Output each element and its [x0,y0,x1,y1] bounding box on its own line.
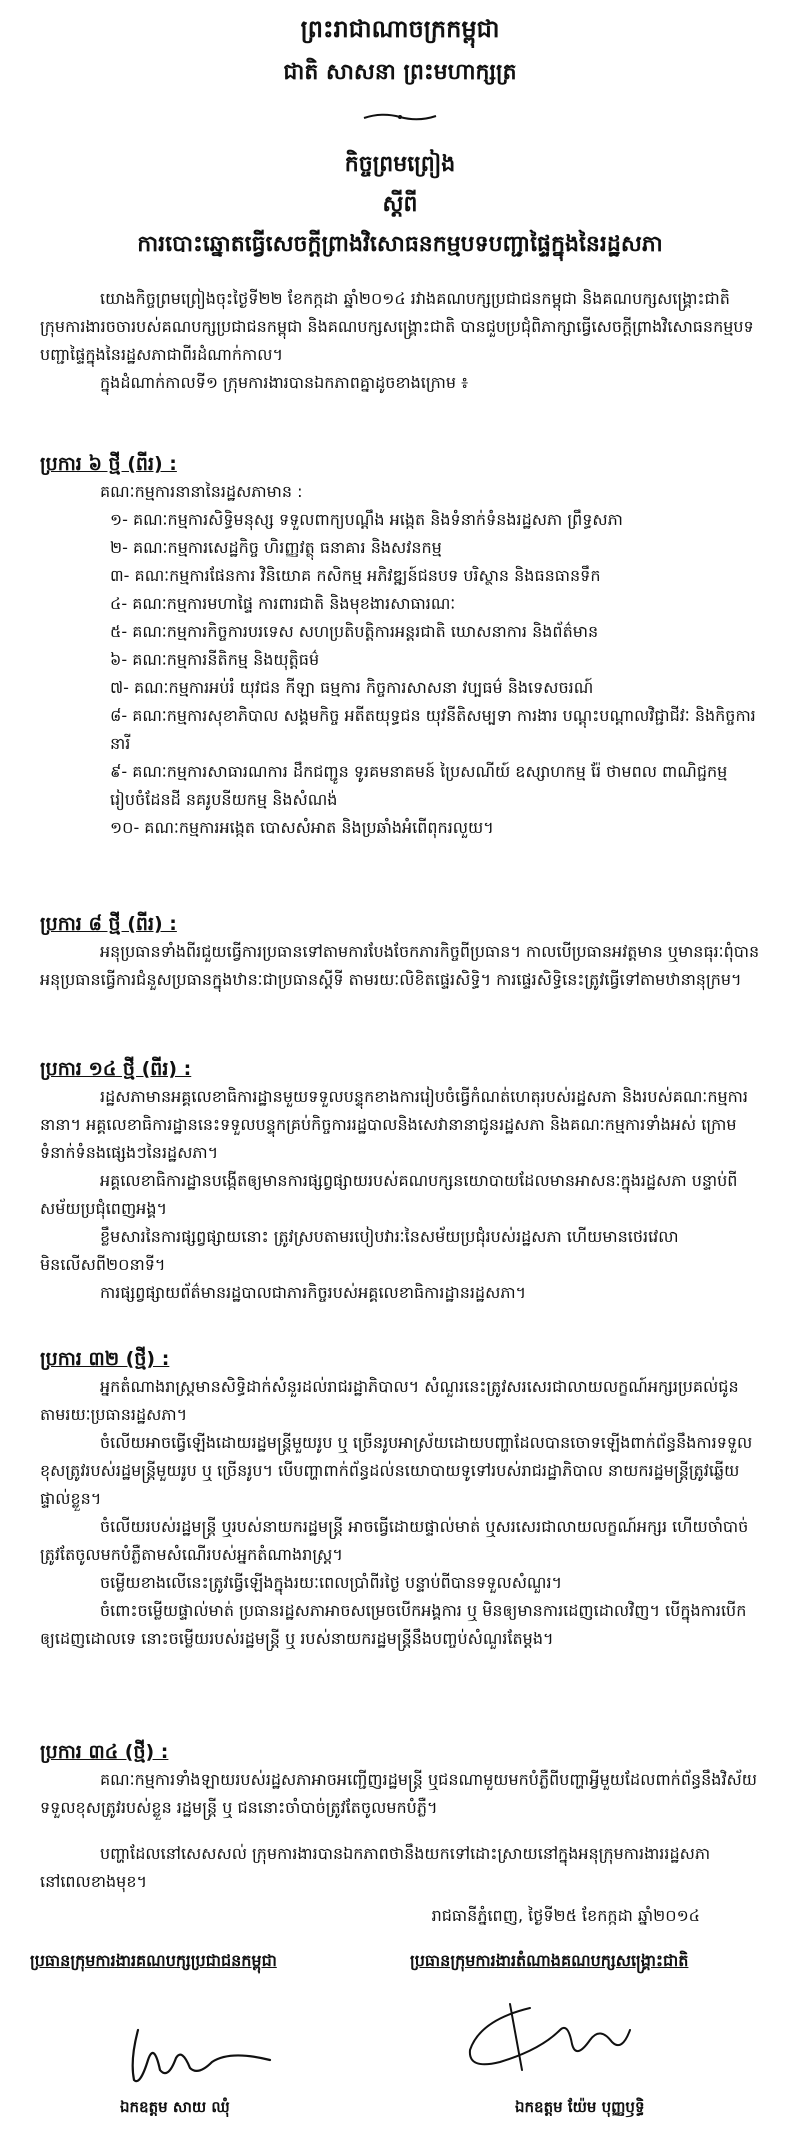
article-heading: ប្រការ ៦ ថ្មី (ពីរ) : [40,453,177,475]
committee-item: ៨- គណៈកម្មការសុខាភិបាល សង្គមកិច្ច អតីតយុទ្ធជន យុវនីតិសម្បទា ការងារ បណ្តុះបណ្តាលវិជ្ជាជីវៈ និងកិច្ចការនារី [110,706,756,753]
committee-item: ៥- គណៈកម្មការកិច្ចការបរទេស សហប្រតិបត្តិការអន្តរជាតិ ឃោសនាការ និងព័ត៌មាន [110,622,599,641]
committee-item: ៩- គណៈកម្មការសាធារណការ ដឹកជញ្ជូន ទូរគមនាគមន៍ ប្រៃសណីយ៍ ឧស្សាហកម្ម រ៉ែ ថាមពល ពាណិជ្ជកម្ម រៀបចំដែនដី នគរូបនីយកម្ម និងសំណង់ [110,762,728,809]
intro-section [40,285,760,397]
left-signatory-name: ឯកឧត្តម សាយ ឈុំ [120,2098,230,2116]
article-paragraph: អគ្គលេខាធិការដ្ឋានបង្កើតឲ្យមានការផ្សព្វផ្សាយរបស់គណបក្សនយោបាយដែលមានអាសនៈក្នុងរដ្ឋសភា បន្ទាប់ពីសម័យប្រជុំពេញអង្គ។ [40,1171,738,1218]
article-heading: ប្រការ ៣៤ (ថ្មី) : [40,1741,169,1763]
closing-section [40,1840,760,1930]
committee-list [40,506,760,842]
document-subject: ការបោះឆ្នោតធ្វើសេចក្តីព្រាងវិសោធនកម្មបទបញ្ជាផ្ទៃក្នុងនៃរដ្ឋសភា [137,232,663,257]
committee-item: ២- គណៈកម្មការសេដ្ឋកិច្ច ហិរញ្ញវត្ថុ ធនាគារ និងសវនកម្ម [110,538,442,557]
closing-paragraph: បញ្ហាដែលនៅសេសសល់ ក្រុមការងារបានឯកភាពថានឹងយកទៅដោះស្រាយនៅក្នុងអនុក្រុមការងាររដ្ឋសភានៅពេលខាងមុខ។ [40,1844,711,1891]
national-motto: ជាតិ សាសនា ព្រះមហាក្សត្រ [283,60,517,85]
article-paragraph: ចំលើយរបស់រដ្ឋមន្ត្រី ឬរបស់នាយករដ្ឋមន្ត្រី អាចធ្វើដោយផ្ទាល់មាត់ ឬសរសេរជាលាយលក្ខណ៍អក្សរ ហើយចាំបាច់ត្រូវតែចូលមកបំភ្លឺតាមសំណើរបស់អ្នកតំណាងរាស្ត្រ។ [40,1517,749,1564]
kingdom-header: ព្រះរាជាណាចក្រកម្ពុជា [300,15,500,43]
article-lead: គណៈកម្មការនានានៃរដ្ឋសភាមាន : [100,482,303,501]
article-32 [40,1345,760,1653]
article-heading: ប្រការ ៨ ថ្មី (ពីរ) : [40,913,177,935]
article-paragraph: អ្នកតំណាងរាស្ត្រមានសិទ្ធិដាក់សំនួរដល់រាជរដ្ឋាភិបាល។ សំណួរនេះត្រូវសរសេរជាលាយលក្ខណ៍អក្សរប្រគល់ជូនតាមរយៈប្រធានរដ្ឋសភា។ [40,1377,739,1424]
article-8 [40,910,760,994]
date-line: រាជធានីភ្នំពេញ, ថ្ងៃទី២៥ ខែកក្កដា ឆ្នាំ២០១៤ [431,1906,700,1925]
article-paragraph: ចំពោះចម្លើយផ្ទាល់មាត់ ប្រធានរដ្ឋសភាអាចសម្រេចបើកអង្គការ ឬ មិនឲ្យមានការដេញដោលវិញ។ បើក្នុងការបើកឲ្យដេញដោលទេ នោះចម្លើយរបស់រដ្ឋមន្ត្រី ឬ របស់នាយករដ្ឋមន្ត្រីនឹងបញ្ចប់សំណួរតែម្តង។ [40,1601,747,1648]
article-paragraph: រដ្ឋសភាមានអគ្គលេខាធិការដ្ឋានមួយទទួលបន្ទុកខាងការរៀបចំធ្វើកំណត់ហេតុរបស់រដ្ឋសភា និងរបស់គណៈកម្មការនានា។ អគ្គលេខាធិការដ្ឋាននេះទទួលបន្ទុកគ្រប់កិច្ចការរដ្ឋបាលនិងសេវានានាជូនរដ្ឋសភា និងគណៈកម្មការទាំងអស់ ក្រោមទំនាក់ទំនងផ្សេងៗនៃរដ្ឋសភា។ [40,1087,748,1162]
document-title: កិច្ចព្រមព្រៀង [344,152,456,177]
article-paragraph: ខ្លឹមសារនៃការផ្សព្វផ្សាយនោះ ត្រូវស្របតាមរបៀបវារៈនៃសម័យប្រជុំរបស់រដ្ឋសភា ហើយមានថេរវេលា មិនលើសពី២០នាទី។ [40,1227,679,1274]
committee-item: ១០- គណៈកម្មការអង្កេត បោសសំអាត និងប្រឆាំងអំពើពុករលួយ។ [110,818,494,837]
committee-item: ៧- គណៈកម្មការអប់រំ យុវជន កីឡា ធម្មការ កិច្ចការសាសនា វប្បធម៌ និងទេសចរណ៍ [110,678,594,697]
article-heading: ប្រការ ១៤ ថ្មី (ពីរ) : [40,1058,192,1080]
intro-paragraph: យោងកិច្ចព្រមព្រៀងចុះថ្ងៃទី២២ ខែកក្កដា ឆ្នាំ២០១៤ រវាងគណបក្សប្រជាជនកម្ពុជា និងគណបក្សសង្គ្រោះជាតិ ក្រុមការងារចចារបស់គណបក្សប្រជាជនកម្ពុជា និងគណបក្សសង្គ្រោះជាតិ បានជួបប្រជុំពិភាក្សាធ្វើសេចក្តីព្រាងវិសោធនកម្មបទបញ្ជាផ្ទៃក្នុងនៃរដ្ឋសភាជាពីរដំណាក់កាល។ [40,289,754,364]
committee-item: ៦- គណៈកម្មការនីតិកម្ម និងយុត្តិធម៌ [110,650,320,669]
intro-lead: ក្នុងដំណាក់កាលទី១ ក្រុមការងារបានឯកភាពគ្នាដូចខាងក្រោម ៖ [100,373,469,392]
article-6 [40,450,760,842]
article-paragraph: ការផ្សព្វផ្សាយព័ត៌មានរដ្ឋបាលជាភារកិច្ចរបស់អគ្គលេខាធិការដ្ឋានរដ្ឋសភា។ [100,1283,527,1302]
article-paragraph: ចម្លើយខាងលើនេះត្រូវធ្វើឡើងក្នុងរយៈពេលប្រាំពីរថ្ងៃ បន្ទាប់ពីបានទទួលសំណួរ។ [100,1573,563,1592]
left-signatory-title: ប្រធានក្រុមការងារគណបក្សប្រជាជនកម្ពុជា [30,1951,277,1970]
article-heading: ប្រការ ៣២ (ថ្មី) : [40,1348,170,1370]
committee-item: ១- គណៈកម្មការសិទ្ធិមនុស្ស ទទួលពាក្យបណ្តឹង អង្កេត និងទំនាក់ទំនងរដ្ឋសភា ព្រឹទ្ធសភា [110,510,623,529]
article-paragraph: គណៈកម្មការទាំងឡាយរបស់រដ្ឋសភាអាចអញ្ជើញរដ្ឋមន្ត្រី ឬជនណាមួយមកបំភ្លឺពីបញ្ហាអ្វីមួយដែលពាក់ព័ន្ធនឹងវិស័យទទួលខុសត្រូវរបស់ខ្លួន រដ្ឋមន្ត្រី ឬ ជននោះចាំបាច់ត្រូវតែចូលមកបំភ្លឺ។ [40,1770,757,1817]
right-signatory-name: ឯកឧត្តម យ៉ែម បុញ្ញឫទ្ធិ [515,2098,645,2116]
right-signatory-title: ប្រធានក្រុមការងារតំណាងគណបក្សសង្គ្រោះជាតិ [410,1951,689,1970]
committee-item: ៣- គណៈកម្មការផែនការ វិនិយោគ កសិកម្ម អភិវឌ្ឍន៍ជនបទ បរិស្ថាន និងធនធានទឹក [110,566,601,585]
ornament-divider-icon [362,110,438,124]
article-14 [40,1055,760,1307]
committee-item: ៤- គណៈកម្មការមហាផ្ទៃ ការពារជាតិ និងមុខងារសាធារណៈ [110,594,456,613]
right-signature-icon [450,2000,660,2080]
article-paragraph: ចំលើយអាចធ្វើឡើងដោយរដ្ឋមន្ត្រីមួយរូប ឬ ច្រើនរូបអាស្រ័យដោយបញ្ហាដែលបានចោទឡើងពាក់ព័ន្ធនឹងការទទួលខុសត្រូវរបស់រដ្ឋមន្ត្រីមួយរូប ឬ ច្រើនរូប។ បើបញ្ហាពាក់ព័ន្ធដល់នយោបាយទូទៅរបស់រាជរដ្ឋាភិបាល នាយករដ្ឋមន្ត្រីត្រូវឆ្លើយផ្ទាល់ខ្លួន។ [40,1433,753,1508]
article-text: អនុប្រធានទាំងពីរជួយធ្វើការប្រធានទៅតាមការបែងចែកភារកិច្ចពីប្រធាន។ កាលបើប្រធានអវត្តមាន ឬមានធុរៈពុំបាន អនុប្រធានធ្វើការជំនួសប្រធានក្នុងឋានៈជាប្រធានស្តីទី តាមរយៈលិខិតផ្ទេរសិទ្ធិ។ ការផ្ទេរសិទ្ធិនេះត្រូវធ្វើទៅតាមឋានានុក្រម។ [40,942,760,989]
article-34 [40,1738,760,1822]
document-title-about: ស្តីពី [382,192,418,217]
left-signature-icon [120,2020,290,2090]
